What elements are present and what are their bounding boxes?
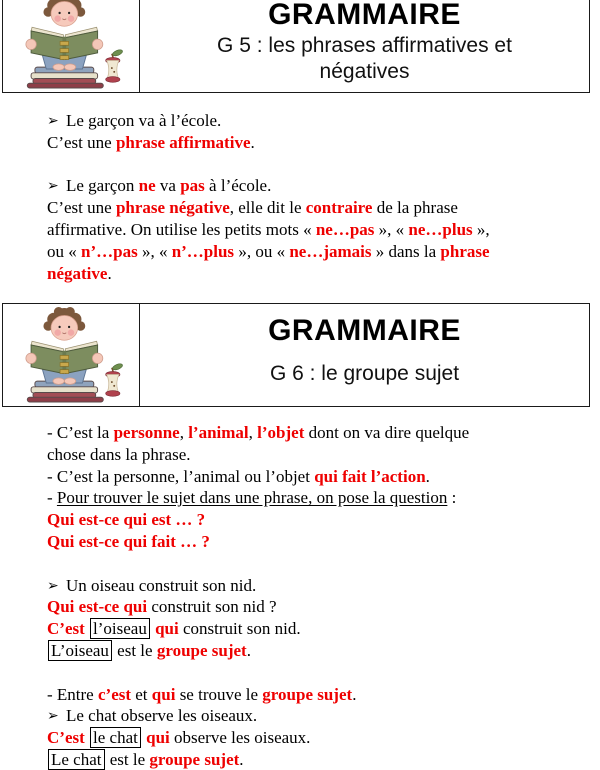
boxed-word: L’oiseau [48,640,112,661]
g5-doc-title: GRAMMAIRE [268,0,461,31]
text-line [47,662,469,684]
highlight-red-text: Qui est-ce qui [47,597,148,617]
boxed-word: le chat [90,727,141,748]
highlight-red-text: phrase [440,241,490,261]
text-segment: . [425,466,430,486]
highlight-red-text: groupe sujet [156,640,247,660]
text-line [47,263,490,285]
text-segment: - C’est la [47,423,114,442]
text-segment: chose dans la phrase. [47,444,191,464]
highlight-red-text: n’…pas [81,241,138,261]
highlight-red-text: c’est [97,684,132,704]
text-segment: se trouve le [175,684,263,704]
arrow-bullet-icon: ➢ [47,113,59,129]
highlight-red-text: phrase affirmative [115,132,251,152]
highlight-red-text: Qui est-ce qui est … ? [47,510,206,530]
text-line [47,705,469,727]
g6-lesson-text [47,422,469,770]
text-segment: ou « [47,241,81,261]
highlight-red-text: négative [47,263,108,283]
apple-core-icon [106,363,124,397]
text-segment: dont on va dire quelque [304,423,470,442]
text-line [47,110,490,132]
highlight-red-text: l’animal [188,423,249,442]
text-segment: - Entre [47,684,98,704]
highlight-red-text: groupe sujet [149,749,240,769]
text-segment: », ou « [234,241,290,261]
text-line [47,422,469,444]
highlight-red-text: qui fait l’action [314,466,426,486]
text-segment: . [352,684,357,704]
text-segment: Le garçon va à l’école. [61,111,222,130]
highlight-red-text: l’objet [257,423,305,442]
arrow-bullet-icon: ➢ [47,178,59,195]
text-segment: - C’est la personne, l’animal ou l’objet [47,466,315,486]
text-segment: C’est une [47,198,116,218]
highlight-red-text: pas [180,176,205,196]
text-segment [85,728,89,747]
highlight-red-text: contraire [305,198,373,218]
highlight-red-text: groupe sujet [262,684,353,704]
arrow-bullet-icon: ➢ [47,708,59,725]
text-line [47,444,469,466]
text-segment: , elle dit le [229,198,306,218]
text-line [47,749,469,770]
g6-header-card [2,303,590,407]
highlight-red-text: Qui est-ce qui fait … ? [47,531,210,551]
text-segment: à l’école. [204,176,272,196]
text-segment: va [155,176,181,196]
highlight-red-text: ne [138,176,156,196]
g6-doc-subtitle [270,361,459,387]
g5-title-cell [140,0,589,92]
text-line [47,487,469,509]
g5-header-card [2,0,590,93]
text-segment: - [47,488,57,508]
highlight-red-text: ne…jamais [289,241,372,261]
text-segment: construit son nid. [178,619,301,639]
highlight-red-text: qui [146,728,170,748]
highlight-red-text: C’est [47,619,85,639]
boxed-word: Le chat [48,749,105,770]
text-line [47,509,469,531]
text-line [47,197,490,219]
text-segment: est le [105,749,150,769]
g6-illustration-cell [3,304,140,406]
text-segment: . [246,640,251,660]
g5-subtitle-line-1: G 5 : les phrases affirmatives et [217,34,512,57]
text-segment: , [179,423,189,442]
text-line [47,618,469,640]
text-segment: Un oiseau construit son nid. [61,575,257,595]
text-segment: de la phrase [372,198,458,218]
text-line [47,596,469,618]
text-line [47,553,469,575]
g6-doc-title: GRAMMAIRE [268,314,461,347]
arrow-bullet-icon: ➢ [47,577,59,594]
g5-subtitle-line-2: négatives [319,60,410,83]
text-segment: construit son nid ? [147,597,277,617]
text-segment: observe les oiseaux. [169,728,311,748]
text-segment: », « [374,219,409,239]
boxed-word: l’oiseau [90,618,150,639]
text-segment: . [250,132,255,152]
text-segment: », « [137,241,172,261]
text-segment: affirmative. On utilise les petits mots « [47,219,316,239]
highlight-red-text: qui [151,684,176,704]
apple-core-icon [106,49,124,83]
text-line [47,640,469,662]
g5-doc-subtitle [217,33,512,85]
highlight-red-text: phrase négative [115,198,230,218]
text-line [47,466,469,488]
text-segment: » dans la [371,241,441,261]
text-segment: : [447,488,457,508]
text-line [47,154,490,176]
text-line [47,684,469,706]
highlight-red-text: qui [155,619,179,639]
text-segment: est le [112,640,157,660]
highlight-red-text: ne…pas [315,219,375,239]
text-line [47,175,490,197]
text-segment: C’est une [47,132,116,152]
g5-lesson-text [47,110,490,284]
reading-child-illustration [14,306,128,403]
g6-title-cell [140,304,589,406]
highlight-red-text: ne…plus [408,219,473,239]
text-segment: , [248,423,258,442]
text-segment: . [239,749,244,769]
text-line [47,531,469,553]
highlight-red-text: C’est [47,728,85,748]
g5-illustration-cell [3,0,140,92]
text-segment: », [472,219,490,239]
underlined-text: Pour trouver le sujet dans une phrase, on pose la question [56,488,448,508]
text-segment: Le chat observe les oiseaux. [61,706,258,726]
text-segment: . [107,263,112,283]
text-segment: et [131,684,152,704]
text-segment [85,619,89,638]
text-line [47,241,490,263]
text-segment: Le garçon [61,176,139,196]
highlight-red-text: n’…plus [171,241,235,261]
text-line [47,727,469,749]
text-line [47,219,490,241]
highlight-red-text: personne [113,423,180,442]
g6-subtitle-line-1: G 6 : le groupe sujet [269,362,460,385]
reading-child-illustration [14,0,128,89]
text-line [47,132,490,154]
text-line [47,575,469,597]
